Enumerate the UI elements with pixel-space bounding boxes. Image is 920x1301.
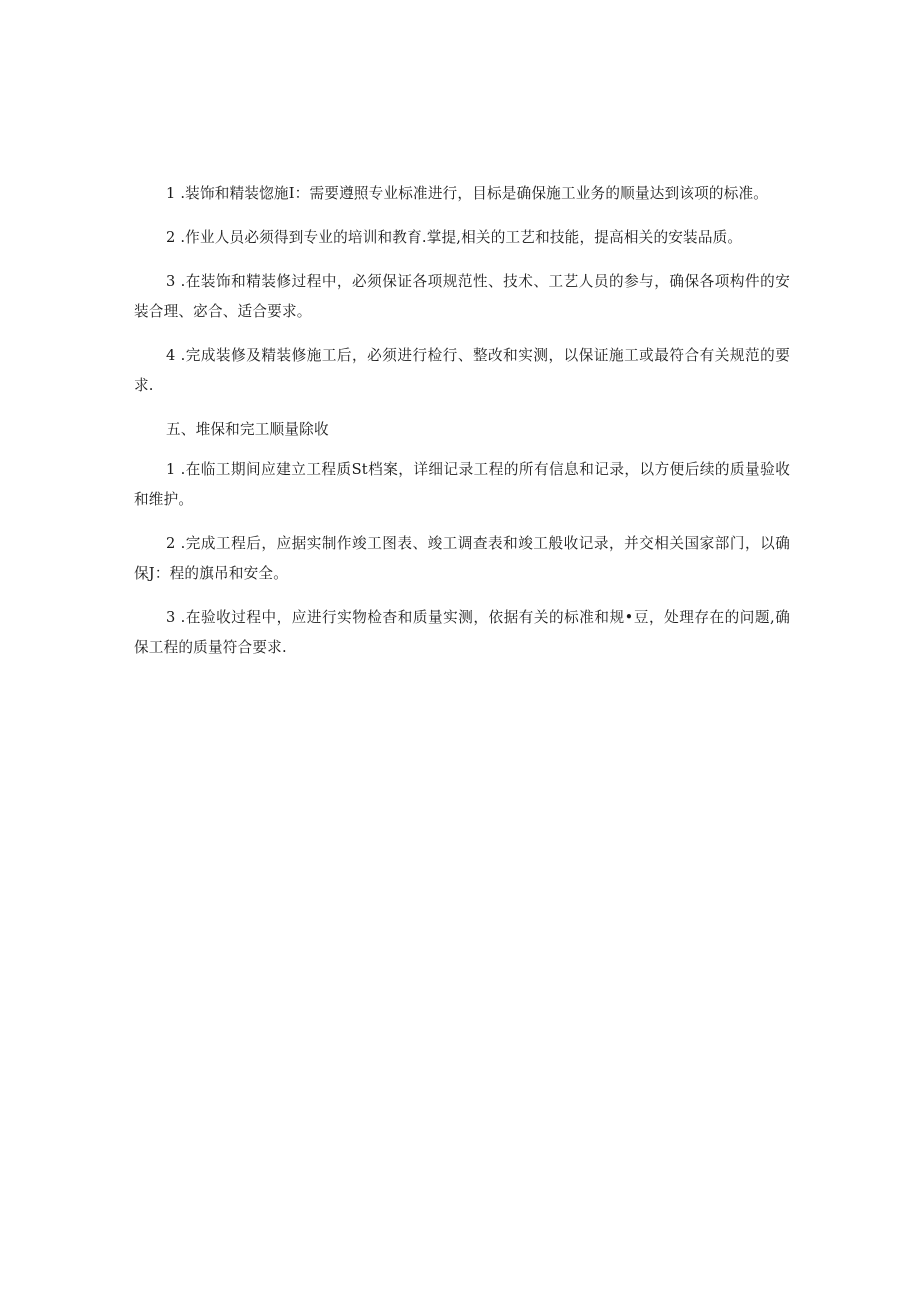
paragraph-process-compliance: 3 .在装饰和精装修过程中，必须保证各项规范性、技术、工艺人员的参与，确保各项构件的安装合理、宓合、适合要求。 (134, 273, 790, 320)
paragraph-worker-training: 2 .作业人员必须得到专业的培训和教育.掌提,相关的工艺和技能，提高相关的安装品质。 (166, 229, 743, 246)
document-body (134, 179, 790, 677)
paragraph-quality-archive: 1 .在临工期间应建立工程质St档案，详细记录工程的所有信息和记录，以方便后续的质量验收和维护。 (134, 461, 790, 508)
section-heading-five: 五、堆保和完工顺量除收 (166, 421, 329, 438)
paragraph-acceptance-inspection: 3 .在验收过程中，应进行实物检杳和质量实测，依据有关的标准和规•豆，处理存在的问题,确保工程的质量符合要求. (134, 609, 790, 656)
paragraph-inspection-rectification: 4 .完成装修及精装修施工后，必须进行检行、整改和实测，以保证施工或最符合有关规范的要求. (134, 347, 790, 394)
paragraph-completion-records: 2 .完成工程后，应据实制作竣工图表、竣工调查表和竣工般收记录，并交相关国家部门，以确保J：程的旗吊和安全。 (134, 535, 790, 582)
paragraph-decoration-standards: 1 .装饰和精装惚施I：需要遵照专业标准进行，目标是确保施工业务的顺量达到该项的标准。 (166, 185, 769, 202)
